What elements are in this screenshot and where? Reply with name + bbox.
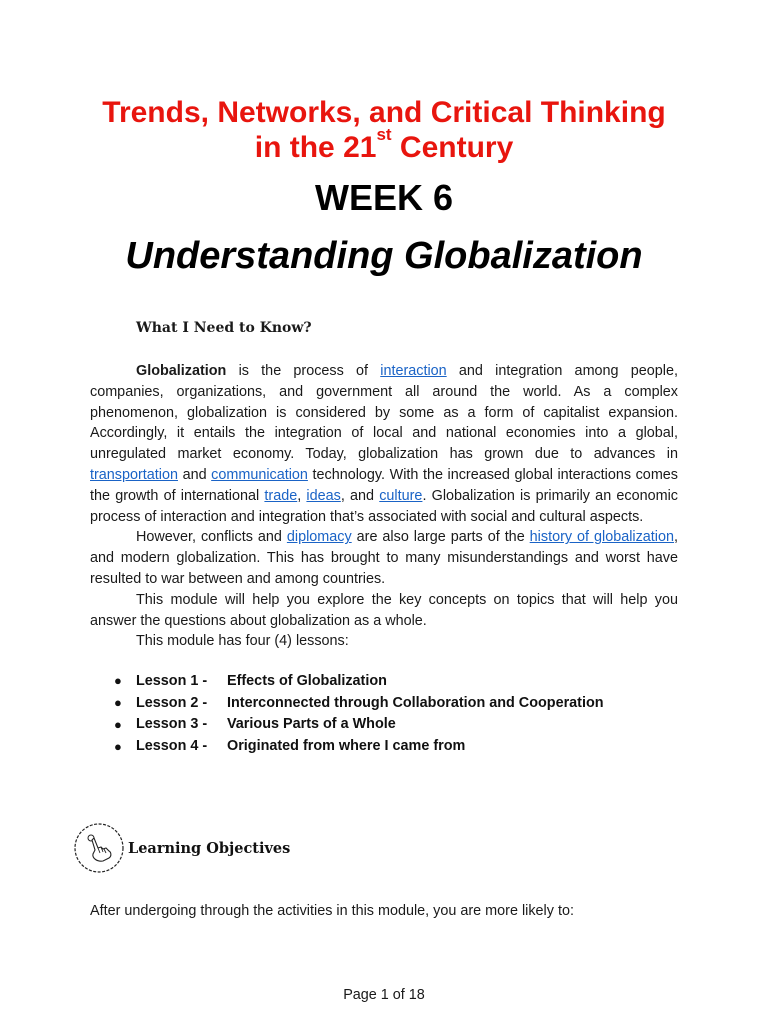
- module-title: Understanding Globalization: [125, 235, 643, 277]
- body-text: [90, 361, 678, 652]
- link-diplomacy[interactable]: diplomacy: [286, 529, 352, 546]
- lesson-title: Various Parts of a Whole: [227, 716, 396, 733]
- bullet-icon: ●: [114, 673, 122, 689]
- lesson-title: Originated from where I came from: [227, 738, 466, 755]
- text-run: , and: [340, 487, 380, 504]
- lesson-number: Lesson 1 -: [136, 672, 208, 689]
- course-title-line1: Trends, Networks, and Critical Thinking: [102, 96, 666, 129]
- lesson-number: Lesson 2 -: [136, 694, 208, 711]
- link-history-of-globalization[interactable]: history of globalization: [529, 529, 675, 546]
- text-run: and integration among people, companies, organizations, and government all around the world. As a complex phenomenon, globalization is considered by some as a form of capitalist expansion. Accordingly, it entails the integration of local and national economies into a global, unregulated market economy. Today, globalization has grown due to advances in: [90, 363, 679, 463]
- course-title-line2: [0, 125, 768, 166]
- list-item: [114, 670, 604, 692]
- bullet-icon: ●: [114, 738, 122, 754]
- bold-term: Globalization: [136, 363, 227, 379]
- text-run: and: [178, 466, 212, 483]
- course-title-superscript: st: [376, 125, 392, 144]
- course-title-line2-post: Century: [391, 131, 514, 164]
- link-trade[interactable]: trade: [264, 487, 298, 504]
- text-run: are also large parts of the: [351, 529, 530, 546]
- list-item: [114, 692, 604, 714]
- text-run: technology. With the increased global interactions comes the growth of international: [90, 466, 679, 504]
- text-run: . Globalization is primarily an economic process of interaction and integration that’s associated with social and cultural aspects.: [90, 487, 678, 525]
- page-number: Page 1 of 18: [343, 987, 425, 1003]
- lesson-title: Effects of Globalization: [227, 672, 387, 689]
- paragraph-module-help: This module will help you explore the key concepts on topics that will help you answer the questions about globalization as a whole.: [90, 591, 678, 629]
- lesson-title: Interconnected through Collaboration and Cooperation: [227, 694, 604, 711]
- link-ideas[interactable]: ideas: [306, 487, 341, 504]
- objectives-intro: After undergoing through the activities in this module, you are more likely to:: [90, 903, 574, 919]
- bullet-icon: ●: [114, 716, 122, 732]
- link-culture[interactable]: culture: [379, 487, 423, 504]
- paragraph-conflicts: [90, 527, 678, 589]
- pointing-hand-icon: [73, 822, 125, 874]
- text-run: is the process of: [226, 363, 381, 379]
- text-run: However, conflicts and: [136, 529, 287, 546]
- section-heading: What I Need to Know?: [136, 320, 312, 336]
- lesson-number: Lesson 3 -: [136, 716, 208, 733]
- list-item: [114, 735, 604, 757]
- paragraph-lessons-intro: This module has four (4) lessons:: [136, 633, 349, 650]
- bullet-icon: ●: [114, 695, 122, 711]
- lesson-number: Lesson 4 -: [136, 738, 208, 755]
- text-run: ,: [297, 487, 307, 504]
- link-transportation[interactable]: transportation: [90, 466, 178, 483]
- link-interaction[interactable]: interaction: [380, 363, 447, 379]
- week-heading: WEEK 6: [314, 177, 454, 218]
- list-item: [114, 714, 604, 736]
- course-title-line2-pre: in the 21: [254, 131, 377, 164]
- link-communication[interactable]: communication: [211, 466, 308, 483]
- learning-objectives-heading: Learning Objectives: [128, 840, 291, 857]
- lesson-list: [114, 670, 604, 757]
- text-run: , and modern globalization. This has brought to many misunderstandings and worst have resulted to war between and among countries.: [90, 529, 679, 587]
- paragraph-globalization: [90, 361, 678, 527]
